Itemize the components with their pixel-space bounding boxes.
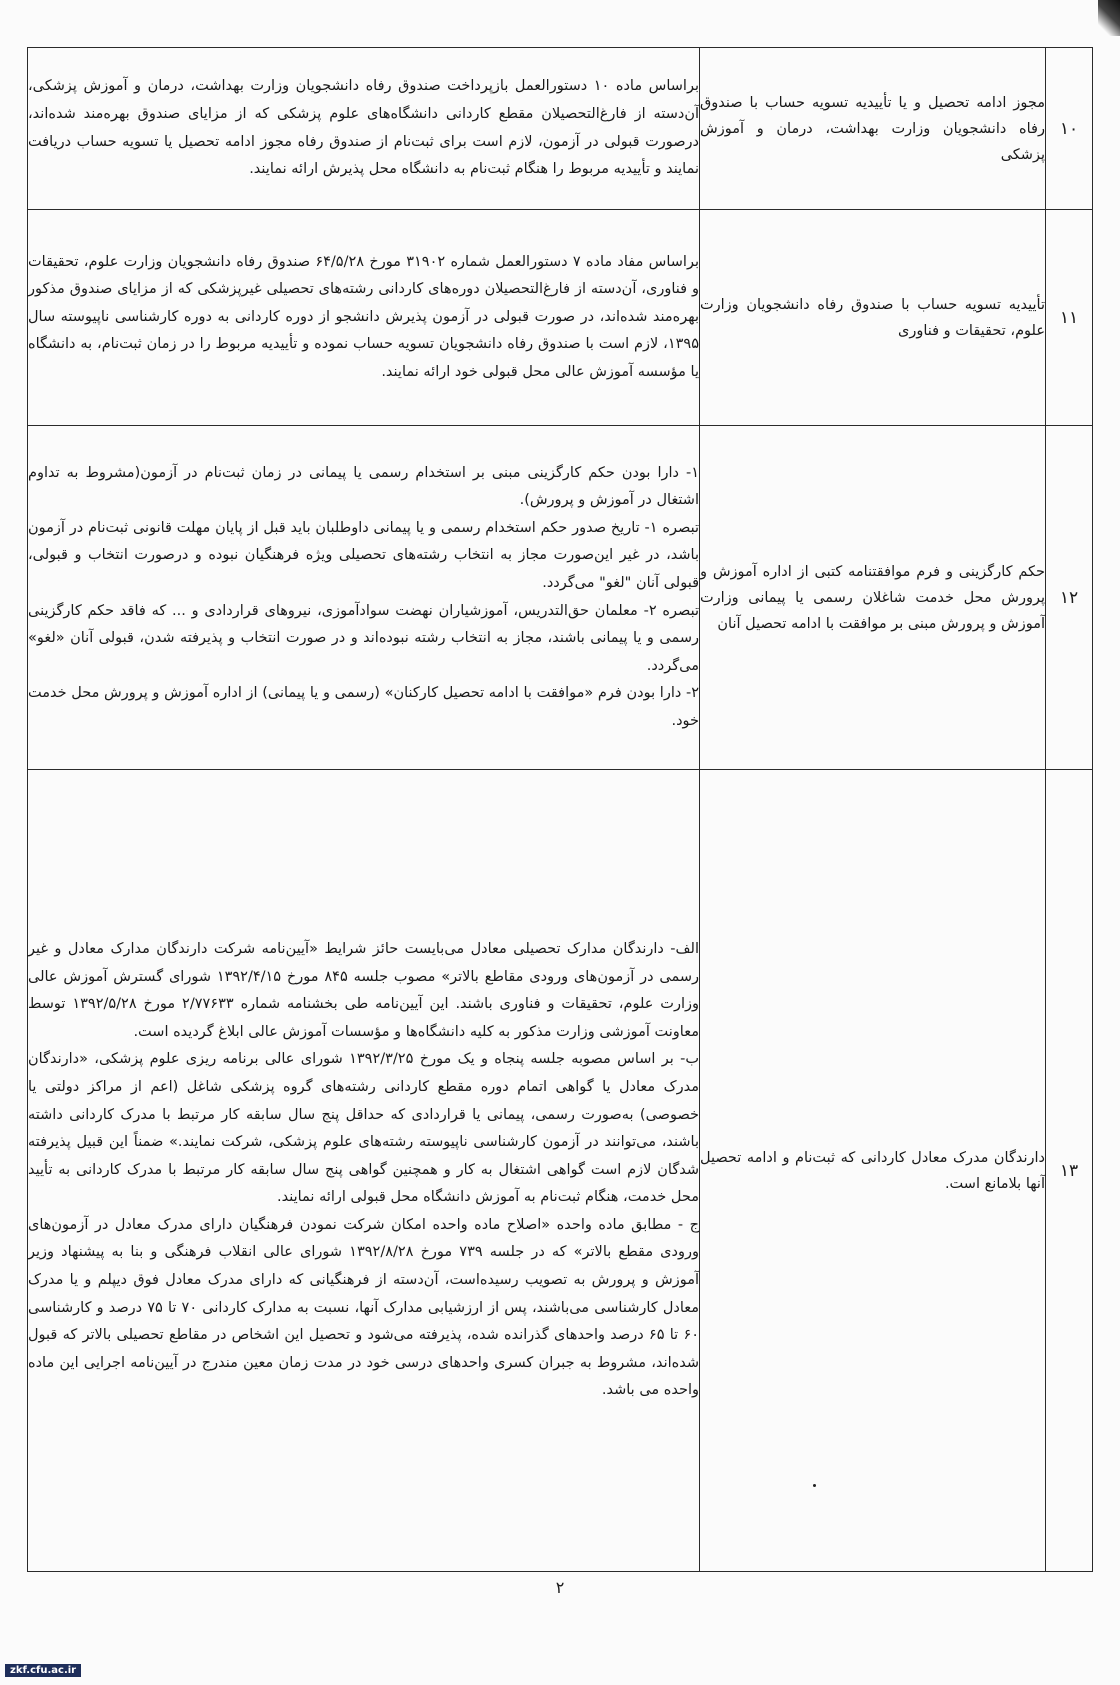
table-row-10: [28, 48, 1093, 210]
table-row-11: [28, 210, 1093, 426]
table-row-13: [28, 770, 1093, 1572]
description-note: تبصره ۲- معلمان حق‌التدریس، آموزشیاران نهضت سوادآموزی، نیروهای قراردادی و ... که فاقد حکم کارگزینی رسمی و یا پیمانی باشند، مجاز به انتخاب رشته نبوده‌اند و در صورت انتخاب و پذیرفته شدن، قبولی آنان «لغو» می‌گردد.: [28, 602, 699, 674]
row-title: تأییدیه تسویه حساب با صندوق رفاه دانشجویان وزارت علوم، تحقیقات و فناوری: [700, 210, 1046, 426]
description-paragraph: الف- دارندگان مدارک تحصیلی معادل می‌بایست حائز شرایط «آیین‌نامه شرکت دارندگان مدارک معادل و غیر رسمی در آزمون‌های ورودی مقاطع بالاتر» مصوب جلسه ۸۴۵ مورخ ۱۳۹۲/۴/۱۵ شورای گسترش آموزش عالی وزارت علوم، تحقیقات و فناوری باشند. این آیین‌نامه طی بخشنامه شماره ۲/۷۷۶۳۳ مورخ ۱۳۹۲/۵/۲۸ توسط معاونت آموزشی وزارت مذکور به کلیه دانشگاه‌ها و مؤسسات آموزش عالی ابلاغ گردیده است.: [28, 940, 699, 1040]
description-paragraph: ۱- دارا بودن حکم کارگزینی مبنی بر استخدام رسمی یا پیمانی در زمان ثبت‌نام در آزمون(مشروط به تداوم اشتغال در آموزش و پرورش).: [28, 464, 699, 509]
page-number: ۲: [555, 1578, 565, 1597]
scan-dot: [813, 1484, 816, 1487]
row-number: ۱۰: [1046, 48, 1093, 210]
site-watermark: zkf.cfu.ac.ir: [5, 1664, 81, 1677]
row-number: ۱۳: [1046, 770, 1093, 1572]
requirements-table: [27, 47, 1093, 1572]
row-number: ۱۱: [1046, 210, 1093, 426]
row-description: [28, 48, 700, 210]
scan-corner-shadow: [1098, 0, 1120, 36]
description-note: تبصره ۱- تاریخ صدور حکم استخدام رسمی و یا پیمانی داوطلبان باید قبل از پایان مهلت قانونی ثبت‌نام در آزمون باشد، در غیر این‌صورت مجاز به انتخاب رشته‌های تحصیلی ویژه فرهنگیان نبوده و درصورت انتخاب و قبولی، قبولی آنان "لغو" می‌گردد.: [28, 519, 699, 591]
description-paragraph: ۲- دارا بودن فرم «موافقت با ادامه تحصیل کارکنان» (رسمی و یا پیمانی) از اداره آموزش و پرورش محل خدمت خود.: [28, 685, 699, 729]
row-description: [28, 210, 700, 426]
description-paragraph: ج - مطابق ماده واحده «اصلاح ماده واحده امکان شرکت نمودن فرهنگیان دارای مدرک معادل در آزمون‌های ورودی مقطع بالاتر» که در جلسه ۷۳۹ مورخ ۱۳۹۲/۸/۲۸ شورای عالی انقلاب فرهنگی و بنا به پیشنهاد وزیر آموزش و پرورش به تصویب رسیده‌است، آن‌دسته از فرهنگیانی که دارای مدرک معادل فوق دیپلم و یا مدرک معادل کارشناسی می‌باشند، پس از ارزشیابی مدارک آنها، نسبت به مدارک کاردانی ۷۰ تا ۷۵ درصد و کارشناسی ۶۰ تا ۶۵ درصد واحدهای گذرانده شده، پذیرفته می‌شود و تحصیل این اشخاص در مقاطع تحصیلی بالاتر که قبول شده‌اند، مشروط به جبران کسری واحدهای درسی خود در مدت زمان معین مندرج در آیین‌نامه اجرایی این ماده واحده می باشد.: [28, 1216, 700, 1399]
row-description: [28, 770, 700, 1572]
row-title: دارندگان مدرک معادل کاردانی که ثبت‌نام و ادامه تحصیل آنها بلامانع است.: [700, 770, 1046, 1572]
row-title: مجوز ادامه تحصیل و یا تأییدیه تسویه حساب با صندوق رفاه دانشجویان وزارت بهداشت، درمان و آموزش پزشکی: [700, 48, 1046, 210]
description-paragraph: ب- بر اساس مصوبه جلسه پنجاه و یک مورخ ۱۳۹۲/۳/۲۵ شورای عالی برنامه ریزی علوم پزشکی، «دارندگان مدرک معادل یا گواهی اتمام دوره مقطع کاردانی رشته‌های گروه پزشکی شاغل (اعم از مراکز دولتی یا خصوصی) به‌صورت رسمی، پیمانی یا قراردادی که حداقل پنج سال سابقه کار مرتبط با مدرک کاردانی داشته باشند، می‌توانند در آزمون کارشناسی ناپیوسته رشته‌های علوم پزشکی، شرکت نمایند.» ضمناً این قبیل پذیرفته شدگان لازم است گواهی اشتغال به کار و همچنین گواهی پنج سال سابقه کار مرتبط با مدرک کاردانی به تأیید محل خدمت، هنگام ثبت‌نام به آموزش دانشگاه محل قبولی ارائه نمایند.: [28, 1051, 699, 1206]
table-row-12: [28, 426, 1093, 770]
row-number: ۱۲: [1046, 426, 1093, 770]
row-description: [28, 426, 700, 770]
row-title: حکم کارگزینی و فرم موافقتنامه کتبی از اداره آموزش و پرورش محل خدمت شاغلان رسمی یا پیمانی وزارت آموزش و پرورش مبنی بر موافقت با ادامه تحصیل آنان: [700, 426, 1046, 770]
description-paragraph: براساس مفاد ماده ۷ دستورالعمل شماره ۳۱۹۰۲ مورخ ۶۴/۵/۲۸ صندوق رفاه دانشجویان وزارت علوم، تحقیقات و فناوری، آن‌دسته از فارغ‌التحصیلان دوره‌های کاردانی رشته‌های تحصیلی غیرپزشکی که از مزایای صندوق مذکور بهره‌مند شده‌اند، در صورت قبولی در آزمون پذیرش دانشجو از دوره کاردانی به دوره کارشناسی ناپیوسته سال ۱۳۹۵، لازم است با صندوق رفاه دانشجویان تسویه حساب نموده و تأییدیه مربوط را در زمان ثبت‌نام، به دانشگاه یا مؤسسه آموزش عالی محل قبولی خود ارائه نمایند.: [28, 253, 700, 380]
description-paragraph: براساس ماده ۱۰ دستورالعمل بازپرداخت صندوق رفاه دانشجویان وزارت بهداشت، درمان و آموزش پزشکی، آن‌دسته از فارغ‌التحصیلان مقطع کاردانی دانشگاه‌های علوم پزشکی که از مزایای صندوق بهره‌مند شده‌اند، درصورت قبولی در آزمون، لازم است برای ثبت‌نام از صندوق رفاه مجوز ادامه تحصیل یا تسویه حساب دریافت نمایند و تأییدیه مربوط را هنگام ثبت‌نام به دانشگاه محل پذیرش ارائه نمایند.: [28, 78, 699, 178]
